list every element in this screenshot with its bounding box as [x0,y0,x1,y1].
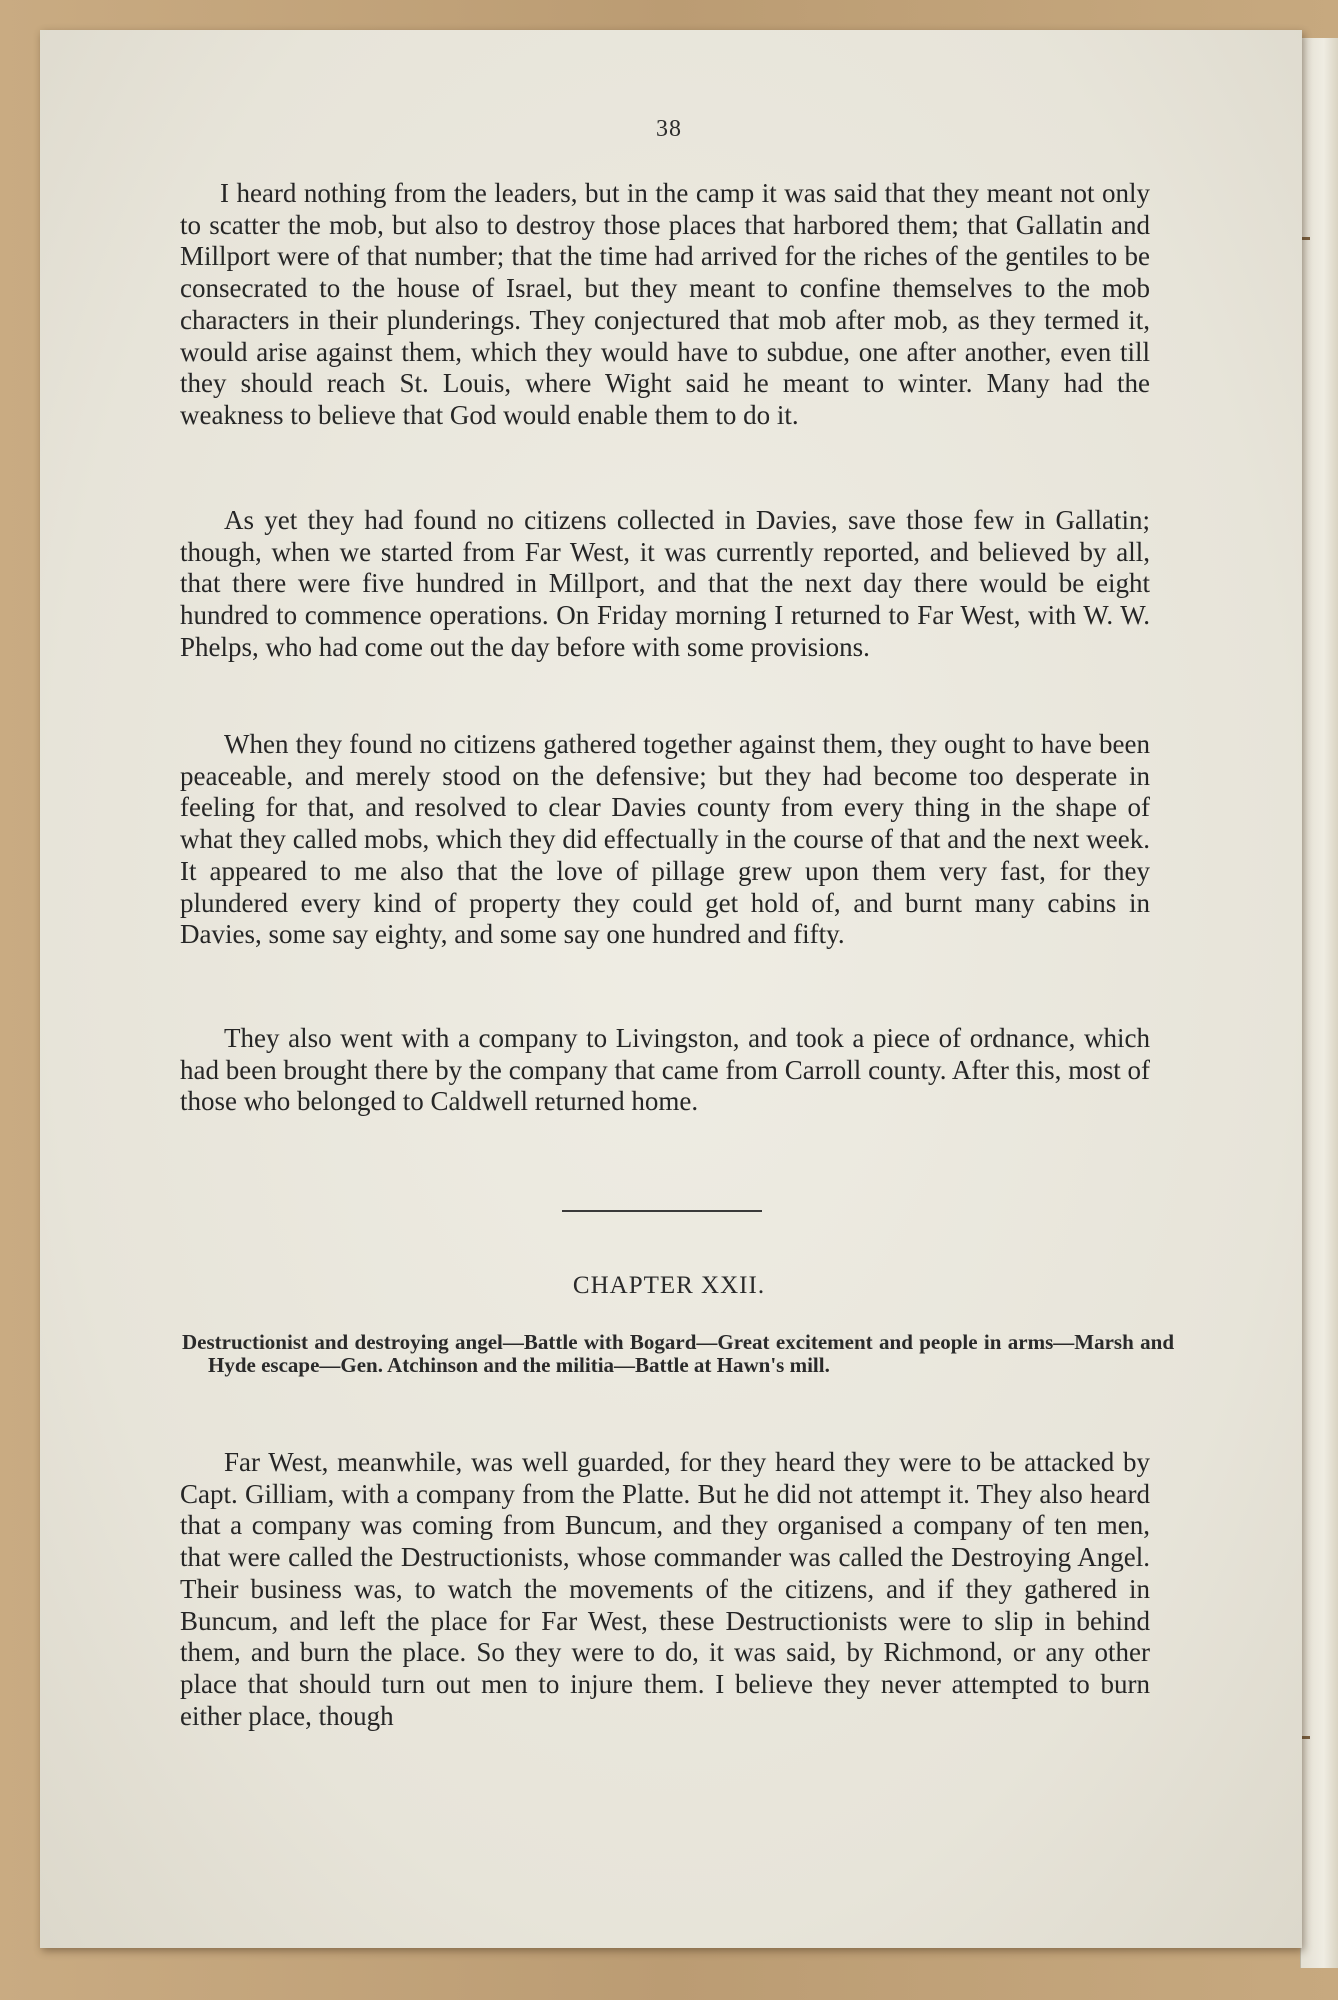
paragraph-2 [180,505,1150,664]
next-page-edge [1300,38,1338,1968]
chapter-summary: Destructionist and destroying angel—Battle with Bogard—Great excitement and people in arms—Marsh and Hyde escape—Gen. Atchinson and the militia—Battle at Hawn's mill. [182,1330,1174,1377]
page-number: 38 [656,116,682,142]
paragraph-1 [180,178,1150,432]
section-divider [562,1210,762,1212]
paragraph-text: As yet they had found no citizens collected in Davies, save those few in Gallatin; though, when we started from Far West, it was currently reported, and believed by all, that there were five hundred in Millport, and that the next day there would be eight hundred to commence operations. On Friday morning I returned to Far West, with W. W. Phelps, who had come out the day before with some provisions. [180,505,1150,662]
paragraph-5 [180,1447,1150,1732]
chapter-title: CHAPTER XXII. [572,1272,766,1299]
paragraph-text: When they found no citizens gathered together against them, they ought to have been peaceable, and merely stood on the defensive; but they had become too desperate in feeling for that, and resolved to clear Davies county from every thing in the shape of what they called mobs, which they did effectually in the course of that and the next week. It appeared to me also that the love of pillage grew upon them very fast, for they plundered every kind of property they could get hold of, and burnt many cabins in Davies, some say eighty, and some say one hundred and fifty. [180,729,1150,950]
paragraph-text: Far West, meanwhile, was well guarded, for they heard they were to be attacked by Capt. Gilliam, with a company from the Platte. But he did not attempt it. They also heard that a company was coming from Buncum, and they organised a company of ten men, that were called the Destructionists, whose commander was called the Destroying Angel. Their business was, to watch the movements of the citizens, and if they gathered in Buncum, and left the place for Far West, these Destructionists were to slip in behind them, and burn the place. So they were to do, it was said, by Richmond, or any other place that should turn out men to injure them. I believe they never attempted to burn either place, though [180,1447,1150,1731]
paragraph-text: They also went with a company to Livingston, and took a piece of ordnance, which had been brought there by the company that came from Carroll county. After this, most of those who belonged to Caldwell returned home. [180,1023,1150,1117]
paragraph-4 [180,1023,1150,1118]
paragraph-text: I heard nothing from the leaders, but in the camp it was said that they meant not only to scatter the mob, but also to destroy those places that harbored them; that Gallatin and Millport were of that number; that the time had arrived for the riches of the gentiles to be consecrated to the house of Israel, but they meant to confine themselves to the mob characters in their plunderings. They conjectured that mob after mob, as they termed it, would arise against them, which they would have to subdue, one after another, even till they should reach St. Louis, where Wight said he meant to winter. Many had the weakness to believe that God would enable them to do it. [180,178,1150,430]
paragraph-3 [180,729,1150,951]
